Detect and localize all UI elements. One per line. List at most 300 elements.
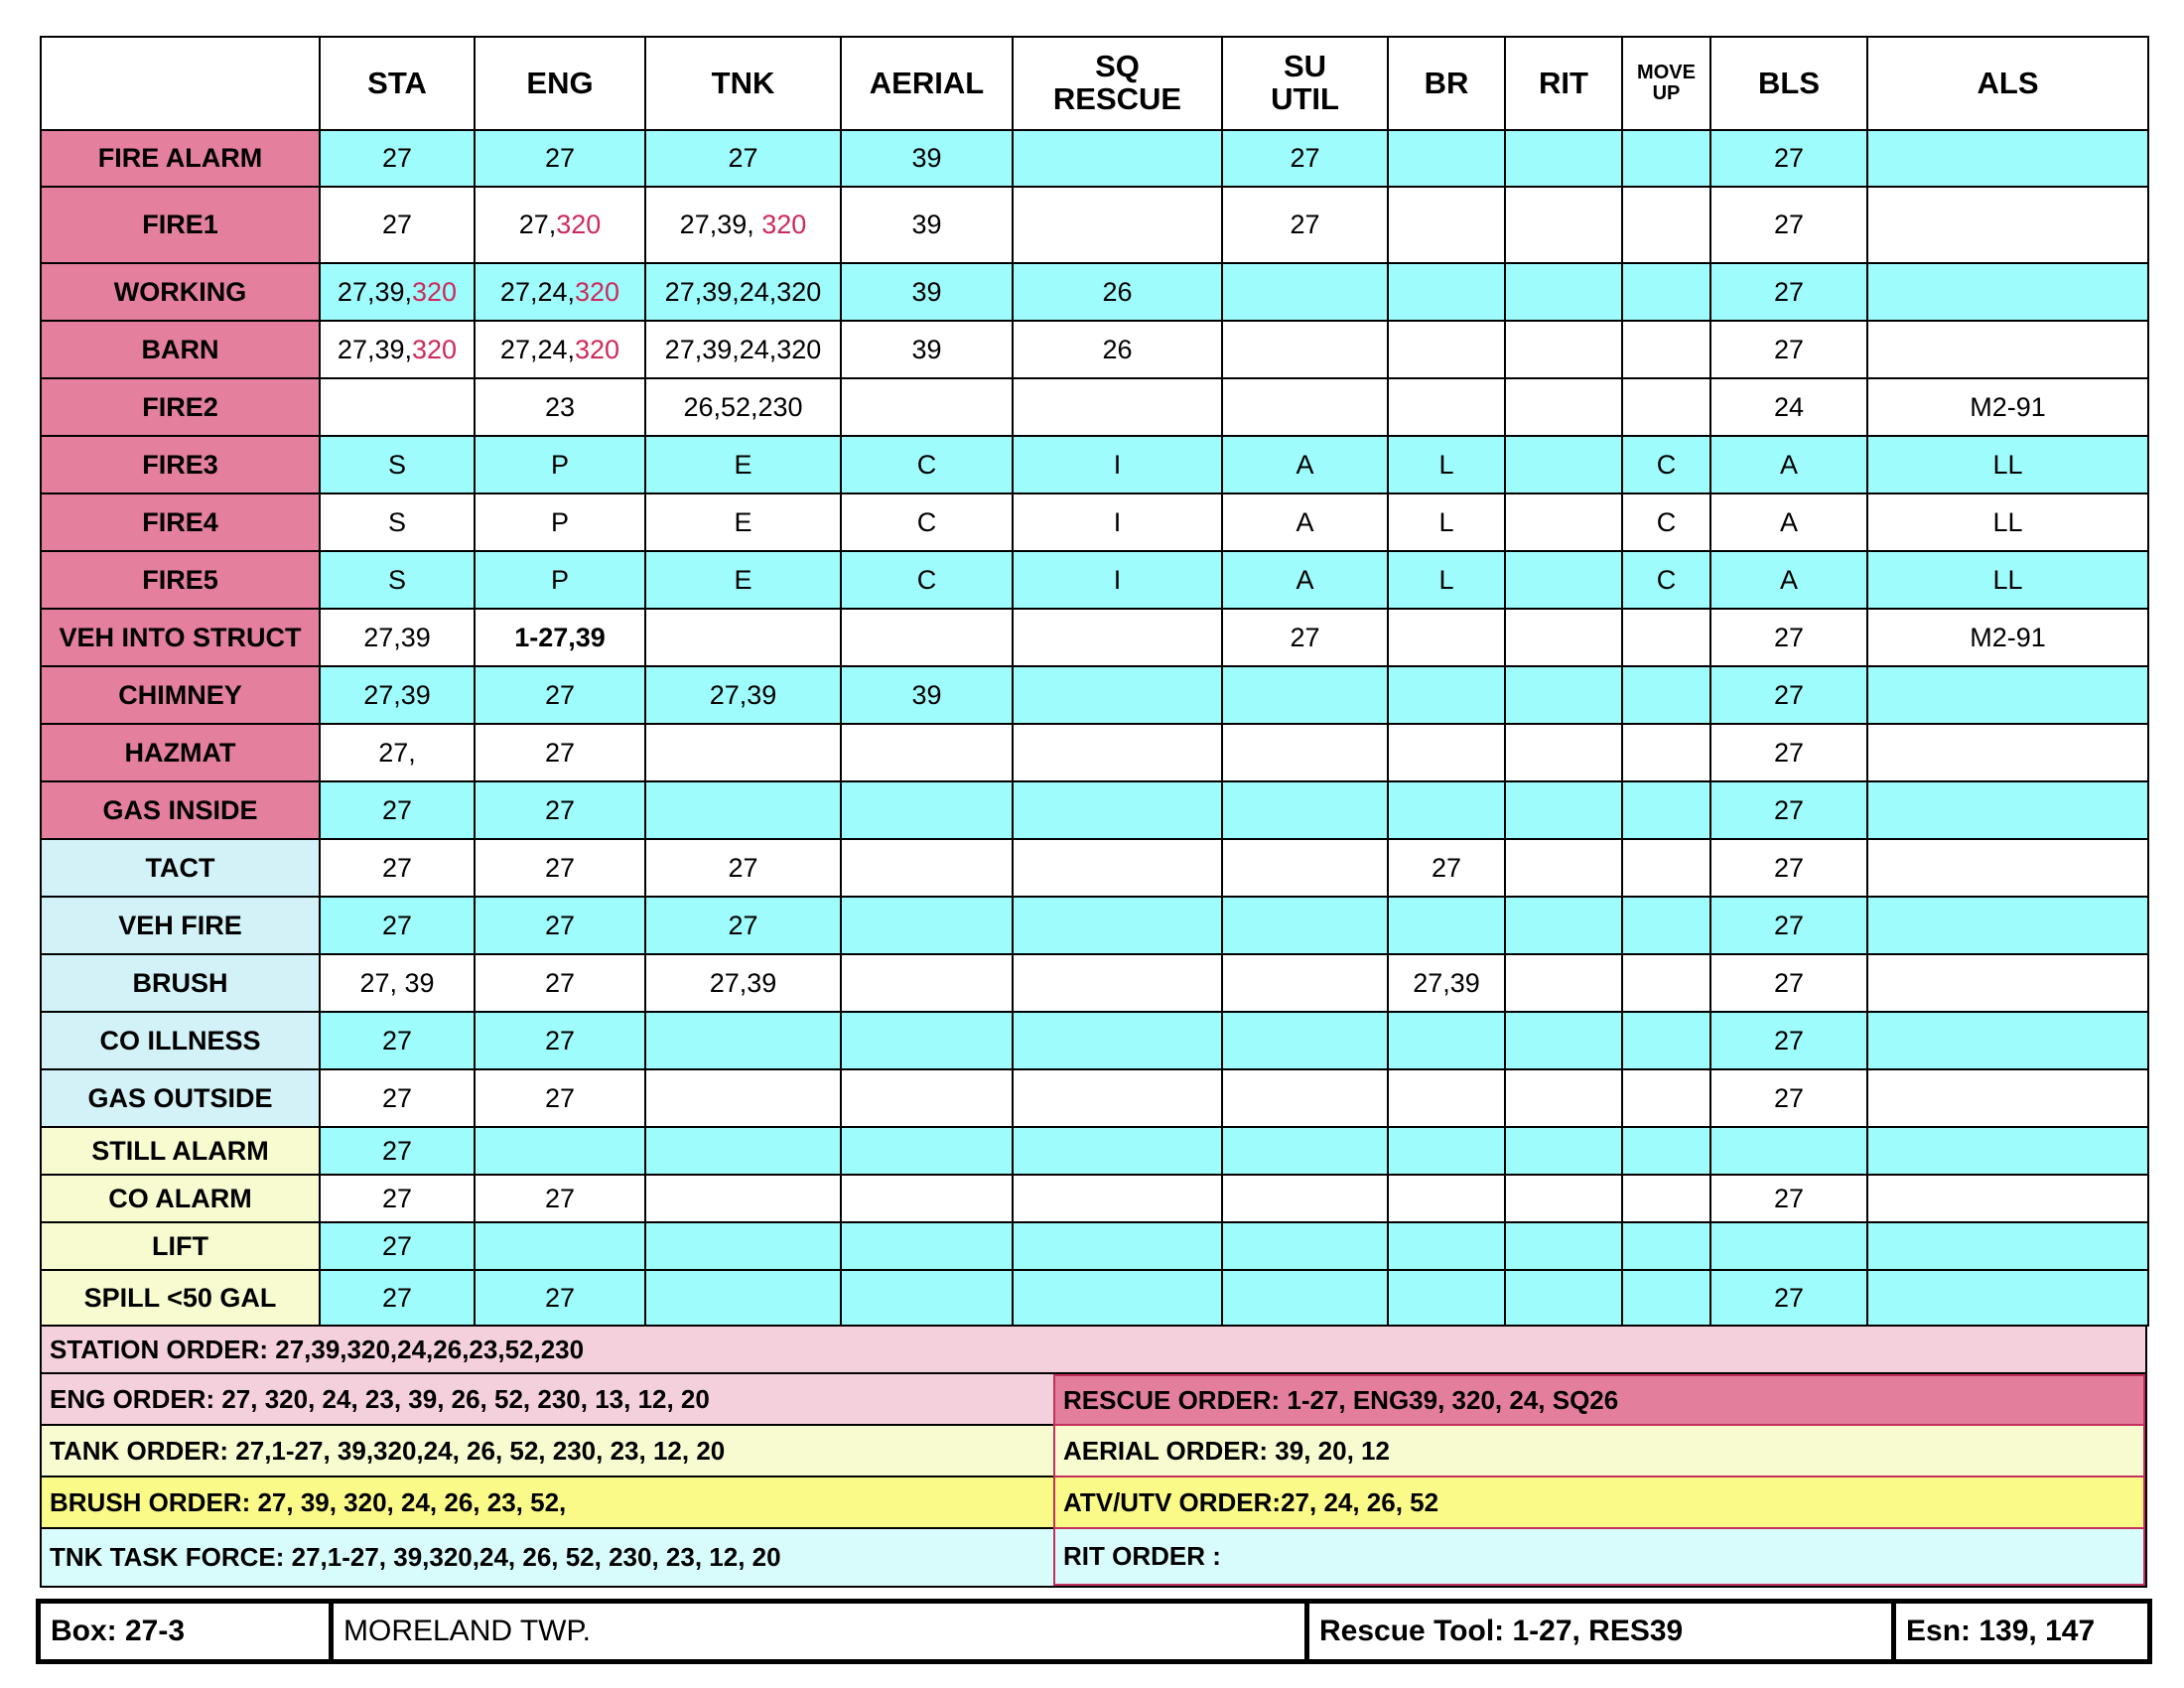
cell-aerial [841,1069,1013,1127]
cell-sq-rescue [1013,1175,1222,1222]
cell-br [1388,1069,1505,1127]
cell-aerial: 39 [841,321,1013,378]
cell-sta: S [320,551,475,609]
cell-su-util [1222,1222,1388,1270]
cell-sq-rescue [1013,187,1222,263]
cell-aerial: C [841,493,1013,551]
cell-rit [1505,1175,1622,1222]
cell-bls: 27 [1710,954,1867,1012]
cell-bls [1710,1127,1867,1175]
cell-als [1867,1012,2148,1069]
cell-bls: 27 [1710,724,1867,781]
cell-aerial [841,897,1013,954]
cell-als: M2-91 [1867,609,2148,666]
cell-part: 27,24, [499,276,575,307]
cell-part-red: 320 [575,334,620,364]
cell-sta: 27 [320,781,475,839]
cell-su-util [1222,1069,1388,1127]
row-working [41,263,2148,321]
cell-aerial [841,781,1013,839]
cell-tnk: E [645,436,841,493]
cell-eng: 27 [475,666,645,724]
header-move-up [1622,37,1710,130]
cell-eng [475,1222,645,1270]
cell-bls: 27 [1710,321,1867,378]
cell-eng: P [475,551,645,609]
row-fire4 [41,493,2148,551]
eng-order: ENG ORDER: 27, 320, 24, 23, 39, 26, 52, 230, 13, 12, 20 [42,1374,1053,1426]
cell-br [1388,724,1505,781]
cell-rit [1505,1012,1622,1069]
header-su-util [1222,37,1388,130]
station-order: STATION ORDER: 27,39,320,24,26,23,52,230 [42,1327,2145,1374]
cell-move-up [1622,321,1710,378]
row-label: CHIMNEY [41,666,320,724]
row-label: HAZMAT [41,724,320,781]
cell-tnk: 27 [645,839,841,897]
cell-eng: 27 [475,1069,645,1127]
cell-aerial [841,1222,1013,1270]
header-tnk: TNK [645,37,841,130]
header-br: BR [1388,37,1505,130]
cell-sq-rescue [1013,954,1222,1012]
cell-bls: 27 [1710,1069,1867,1127]
cell-eng: 27 [475,1012,645,1069]
cell-sta: 27 [320,839,475,897]
cell-als: LL [1867,493,2148,551]
cell-su-util: 27 [1222,609,1388,666]
cell-bls: 27 [1710,1270,1867,1326]
township-name: MORELAND TWP. [329,1604,1304,1659]
cell-rit [1505,1127,1622,1175]
cell-tnk: 26,52,230 [645,378,841,436]
cell-sq-rescue [1013,781,1222,839]
cell-tnk [645,1127,841,1175]
cell-part: 27,39, [679,210,762,239]
row-fire1 [41,187,2148,263]
row-label: VEH INTO STRUCT [41,609,320,666]
cell-bls: 27 [1710,897,1867,954]
cell-rit [1505,666,1622,724]
row-fire5 [41,551,2148,609]
cell-br: L [1388,436,1505,493]
cell-sta: 27 [320,130,475,187]
row-still-alarm [41,1127,2148,1175]
cell-sta: S [320,493,475,551]
row-label: CO ILLNESS [41,1012,320,1069]
cell-als [1867,1222,2148,1270]
row-label: FIRE5 [41,551,320,609]
row-label: BRUSH [41,954,320,1012]
cell-move-up [1622,1222,1710,1270]
cell-sta: S [320,436,475,493]
cell-tnk [645,187,841,263]
cell-move-up [1622,839,1710,897]
rescue-order: RESCUE ORDER: 1-27, ENG39, 320, 24, SQ26 [1053,1374,2145,1426]
row-brush [41,954,2148,1012]
cell-sq-rescue [1013,1222,1222,1270]
cell-su-util [1222,1012,1388,1069]
cell-rit [1505,1069,1622,1127]
cell-br: L [1388,551,1505,609]
cell-rit [1505,897,1622,954]
cell-su-util: A [1222,436,1388,493]
cell-eng: 27 [475,954,645,1012]
cell-bls: 27 [1710,839,1867,897]
cell-part-red: 320 [556,210,602,239]
header-aerial: AERIAL [841,37,1013,130]
cell-su-util [1222,781,1388,839]
cell-su-util: A [1222,493,1388,551]
cell-part: 27,24, [499,334,575,364]
cell-su-util [1222,839,1388,897]
header-bls: BLS [1710,37,1867,130]
cell-sq-rescue: I [1013,436,1222,493]
tnk-task-force: TNK TASK FORCE: 27,1-27, 39,320,24, 26, 52, 230, 23, 12, 20 [42,1529,1053,1586]
cell-als [1867,1069,2148,1127]
cell-als: LL [1867,436,2148,493]
rit-order: RIT ORDER : [1053,1529,2145,1586]
header-als: ALS [1867,37,2148,130]
row-label: TACT [41,839,320,897]
cell-su-util: A [1222,551,1388,609]
cell-sta: 27 [320,187,475,263]
row-fire3 [41,436,2148,493]
row-co-illness [41,1012,2148,1069]
cell-als [1867,1175,2148,1222]
cell-sq-rescue [1013,897,1222,954]
cell-bls: 27 [1710,781,1867,839]
cell-su-util: 27 [1222,130,1388,187]
header-sq-rescue [1013,37,1222,130]
cell-bls: 24 [1710,378,1867,436]
cell-aerial [841,609,1013,666]
cell-sq-rescue [1013,724,1222,781]
cell-als [1867,263,2148,321]
cell-move-up [1622,1012,1710,1069]
cell-bls: 27 [1710,130,1867,187]
header-su-line2: UTIL [1271,81,1339,116]
cell-sq-rescue: I [1013,551,1222,609]
cell-br [1388,781,1505,839]
cell-br [1388,897,1505,954]
box-assignment-table [40,36,2149,1327]
header-sta: STA [320,37,475,130]
cell-eng [475,263,645,321]
cell-sq-rescue [1013,1069,1222,1127]
row-lift [41,1222,2148,1270]
cell-bls: A [1710,551,1867,609]
cell-aerial [841,1270,1013,1326]
cell-br: 27,39 [1388,954,1505,1012]
cell-bls: A [1710,436,1867,493]
cell-su-util [1222,724,1388,781]
cell-sta [320,263,475,321]
cell-su-util: 27 [1222,187,1388,263]
cell-rit [1505,1270,1622,1326]
cell-move-up [1622,724,1710,781]
aerial-order: AERIAL ORDER: 39, 20, 12 [1053,1426,2145,1477]
row-fire2 [41,378,2148,436]
cell-su-util [1222,666,1388,724]
cell-move-up: C [1622,436,1710,493]
header-su-line1: SU [1283,49,1327,84]
cell-su-util [1222,1270,1388,1326]
brush-order: BRUSH ORDER: 27, 39, 320, 24, 26, 23, 52, [42,1477,1053,1529]
cell-move-up [1622,1127,1710,1175]
cell-eng: 27 [475,1175,645,1222]
header-sq-line2: RESCUE [1052,81,1182,116]
cell-eng: 27 [475,897,645,954]
cell-als [1867,187,2148,263]
cell-br [1388,378,1505,436]
row-veh-fire [41,897,2148,954]
cell-aerial [841,839,1013,897]
header-row [41,37,2148,130]
cell-aerial: 39 [841,187,1013,263]
cell-tnk: E [645,551,841,609]
cell-tnk [645,1175,841,1222]
cell-br [1388,263,1505,321]
row-veh-into-struct [41,609,2148,666]
cell-rit [1505,378,1622,436]
cell-br [1388,1127,1505,1175]
cell-tnk: 27,39,24,320 [645,321,841,378]
row-label: GAS OUTSIDE [41,1069,320,1127]
cell-br [1388,1175,1505,1222]
cell-tnk: 27 [645,897,841,954]
cell-part: 27,39, [337,276,412,307]
cell-part: 27, [518,210,557,239]
cell-aerial [841,1012,1013,1069]
row-hazmat [41,724,2148,781]
cell-eng [475,1127,645,1175]
cell-br: L [1388,493,1505,551]
cell-bls: 27 [1710,263,1867,321]
box-info-footer [36,1599,2152,1664]
cell-tnk [645,1012,841,1069]
cell-aerial: C [841,551,1013,609]
row-label: CO ALARM [41,1175,320,1222]
cell-sta: 27 [320,1222,475,1270]
cell-eng: 1-27,39 [475,609,645,666]
cell-rit [1505,436,1622,493]
cell-als [1867,781,2148,839]
cell-tnk [645,724,841,781]
cell-su-util [1222,1127,1388,1175]
cell-bls [1710,1222,1867,1270]
row-spill [41,1270,2148,1326]
cell-eng: 27 [475,724,645,781]
cell-rit [1505,609,1622,666]
row-label: SPILL <50 GAL [41,1270,320,1326]
cell-sta [320,321,475,378]
cell-tnk: 27,39 [645,954,841,1012]
cell-sta: 27,39 [320,666,475,724]
cell-sta: 27 [320,1069,475,1127]
header-eng: ENG [475,37,645,130]
cell-tnk: 27 [645,130,841,187]
cell-rit [1505,263,1622,321]
cell-br [1388,1222,1505,1270]
cell-sta: 27 [320,1270,475,1326]
row-label: FIRE1 [41,187,320,263]
cell-als: M2-91 [1867,378,2148,436]
cell-sta: 27, [320,724,475,781]
cell-move-up [1622,263,1710,321]
cell-rit [1505,839,1622,897]
rescue-tool: Rescue Tool: 1-27, RES39 [1304,1604,1891,1659]
row-label: FIRE4 [41,493,320,551]
cell-aerial [841,1175,1013,1222]
cell-su-util [1222,263,1388,321]
cell-als [1867,666,2148,724]
cell-sq-rescue [1013,1270,1222,1326]
row-label: VEH FIRE [41,897,320,954]
header-sq-line1: SQ [1095,49,1140,84]
cell-part-red: 320 [761,210,807,239]
cell-aerial [841,954,1013,1012]
cell-rit [1505,781,1622,839]
row-tact [41,839,2148,897]
cell-bls: 27 [1710,666,1867,724]
cell-eng: 23 [475,378,645,436]
cell-move-up: C [1622,551,1710,609]
row-label: FIRE ALARM [41,130,320,187]
cell-tnk [645,1270,841,1326]
cell-su-util [1222,954,1388,1012]
cell-rit [1505,130,1622,187]
row-label: GAS INSIDE [41,781,320,839]
cell-als [1867,1127,2148,1175]
tank-order: TANK ORDER: 27,1-27, 39,320,24, 26, 52, 230, 23, 12, 20 [42,1426,1053,1477]
cell-als [1867,724,2148,781]
cell-sq-rescue [1013,609,1222,666]
cell-tnk [645,1069,841,1127]
cell-move-up [1622,666,1710,724]
cell-als: LL [1867,551,2148,609]
cell-aerial [841,1127,1013,1175]
cell-su-util [1222,321,1388,378]
cell-als [1867,321,2148,378]
cell-tnk: 27,39,24,320 [645,263,841,321]
cell-br [1388,1270,1505,1326]
cell-tnk: E [645,493,841,551]
cell-move-up [1622,1069,1710,1127]
cell-sta: 27 [320,1175,475,1222]
cell-br [1388,187,1505,263]
cell-move-up [1622,378,1710,436]
cell-sq-rescue: I [1013,493,1222,551]
cell-aerial: 39 [841,263,1013,321]
cell-als [1867,954,2148,1012]
cell-eng: 27 [475,839,645,897]
cell-als [1867,897,2148,954]
cell-als [1867,839,2148,897]
cell-eng [475,187,645,263]
cell-br [1388,609,1505,666]
cell-eng: P [475,493,645,551]
cell-eng [475,321,645,378]
cell-rit [1505,187,1622,263]
cell-sta: 27 [320,897,475,954]
cell-eng: P [475,436,645,493]
cell-sta: 27,39 [320,609,475,666]
cell-sq-rescue: 26 [1013,263,1222,321]
cell-als [1867,1270,2148,1326]
cell-part-red: 320 [412,276,458,307]
cell-sta: 27 [320,1127,475,1175]
cell-part-red: 320 [412,334,458,364]
cell-aerial: 39 [841,666,1013,724]
cell-part-red: 320 [575,276,620,307]
cell-move-up: C [1622,493,1710,551]
row-label: FIRE2 [41,378,320,436]
cell-tnk [645,781,841,839]
row-label: FIRE3 [41,436,320,493]
cell-move-up [1622,781,1710,839]
cell-move-up [1622,897,1710,954]
cell-sq-rescue: 26 [1013,321,1222,378]
cell-bls: 27 [1710,1175,1867,1222]
cell-br [1388,1012,1505,1069]
cell-tnk [645,1222,841,1270]
cell-aerial [841,724,1013,781]
cell-part: 27,39, [337,334,412,364]
cell-rit [1505,321,1622,378]
cell-aerial: 39 [841,130,1013,187]
cell-sta: 27 [320,1012,475,1069]
cell-rit [1505,493,1622,551]
cell-eng: 27 [475,1270,645,1326]
row-co-alarm [41,1175,2148,1222]
header-corner [41,37,320,130]
cell-sq-rescue [1013,378,1222,436]
cell-br [1388,321,1505,378]
cell-move-up [1622,130,1710,187]
row-label: BARN [41,321,320,378]
cell-sq-rescue [1013,666,1222,724]
cell-rit [1505,551,1622,609]
row-label: STILL ALARM [41,1127,320,1175]
cell-br [1388,130,1505,187]
cell-sq-rescue [1013,839,1222,897]
cell-move-up [1622,1175,1710,1222]
cell-su-util [1222,1175,1388,1222]
cell-bls: 27 [1710,609,1867,666]
atv-utv-order: ATV/UTV ORDER:27, 24, 26, 52 [1053,1477,2145,1529]
row-label: LIFT [41,1222,320,1270]
cell-br: 27 [1388,839,1505,897]
cell-aerial [841,378,1013,436]
orders-section [40,1327,2147,1588]
cell-eng: 27 [475,781,645,839]
cell-su-util [1222,378,1388,436]
cell-rit [1505,724,1622,781]
cell-sq-rescue [1013,130,1222,187]
header-move-line1: MOVE [1637,62,1696,83]
cell-sq-rescue [1013,1012,1222,1069]
row-gas-inside [41,781,2148,839]
cell-sq-rescue [1013,1127,1222,1175]
cell-move-up [1622,954,1710,1012]
cell-br [1388,666,1505,724]
row-label: WORKING [41,263,320,321]
cell-bls: 27 [1710,1012,1867,1069]
row-barn [41,321,2148,378]
cell-move-up [1622,1270,1710,1326]
row-gas-outside [41,1069,2148,1127]
